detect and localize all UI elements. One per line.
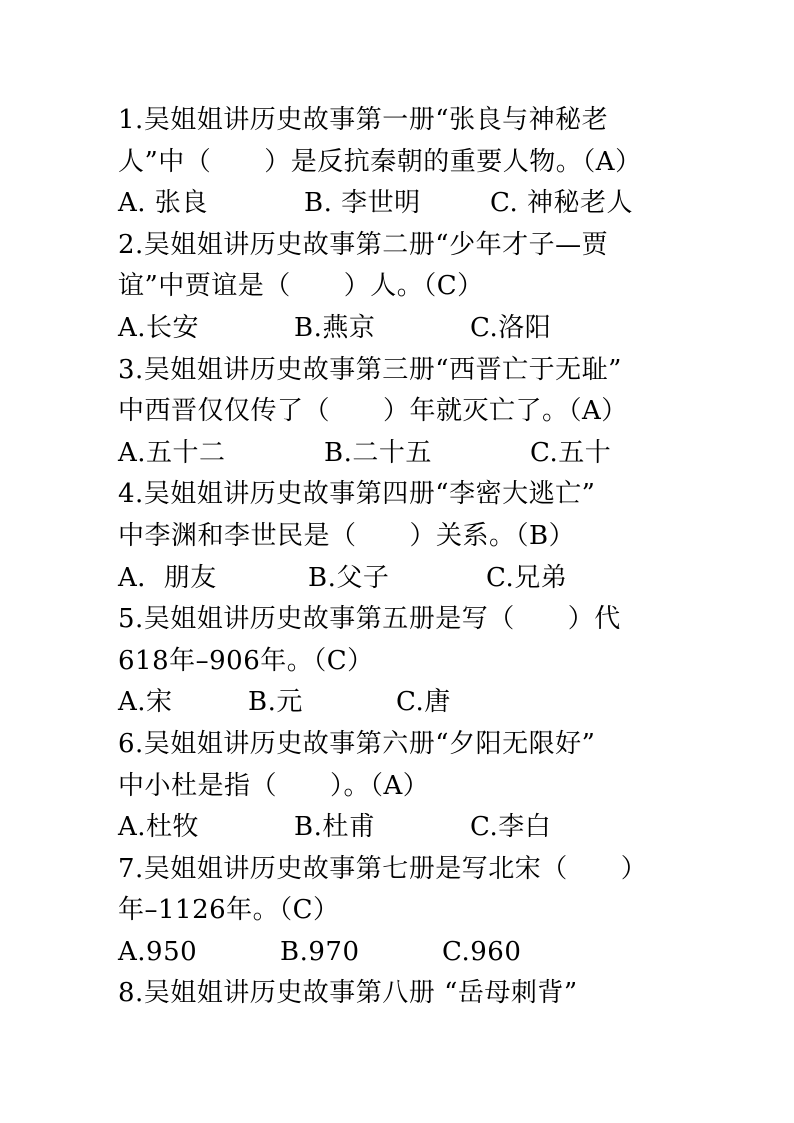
option-b: B.父子 <box>308 562 390 593</box>
question-2-options <box>118 308 718 350</box>
option-a: A.杜牧 <box>118 812 200 843</box>
question-2-line-2: 谊”中贾谊是（ ）人。（C） <box>118 271 484 302</box>
question-4-line-1: 4.吴姐姐讲历史故事第四册“李密大逃亡” <box>118 479 596 510</box>
question-6-options <box>118 807 718 849</box>
question-3-line-2: 中西晋仅仅传了（ ）年就灭亡了。（A） <box>118 396 628 427</box>
option-b: B.元 <box>248 687 303 718</box>
question-7-line-2: 年–1126年。（C） <box>118 895 340 926</box>
question-1-line-2: 人”中（ ）是反抗秦朝的重要人物。（A） <box>118 146 642 177</box>
option-b: B.燕京 <box>294 312 376 343</box>
option-c: C.960 <box>442 936 522 967</box>
option-c: C.李白 <box>470 812 552 843</box>
option-b: B.二十五 <box>324 437 432 468</box>
question-5-line-2: 618年–906年。（C） <box>118 645 374 676</box>
question-1-options <box>118 183 718 225</box>
option-b: B.970 <box>280 936 360 967</box>
question-2-line-1: 2.吴姐姐讲历史故事第二册“少年才子—贾 <box>118 229 609 260</box>
question-6-line-2: 中小杜是指（ ）。（A） <box>118 770 430 801</box>
option-c: C.五十 <box>530 437 612 468</box>
option-c: C.洛阳 <box>470 312 552 343</box>
option-c: C. 神秘老人 <box>490 188 633 219</box>
question-3-options <box>118 433 718 475</box>
option-a: A.五十二 <box>118 437 226 468</box>
option-b: B.杜甫 <box>294 812 376 843</box>
option-b: B. 李世明 <box>304 188 421 219</box>
question-4-options <box>118 558 718 600</box>
question-1-line-1: 1.吴姐姐讲历史故事第一册“张良与神秘老 <box>118 105 609 135</box>
option-a: A．朋友 <box>118 562 217 593</box>
option-a: A.长安 <box>118 312 200 343</box>
question-7-line-1: 7.吴姐姐讲历史故事第七册是写北宋（ ） <box>118 853 648 884</box>
quiz-page <box>118 100 718 1015</box>
question-5-line-1: 5.吴姐姐讲历史故事第五册是写（ ）代 <box>118 604 621 635</box>
question-3-line-1: 3.吴姐姐讲历史故事第三册“西晋亡于无耻” <box>118 354 622 385</box>
option-a: A. 张良 <box>118 188 208 219</box>
option-c: C.唐 <box>396 687 451 718</box>
question-6-line-1: 6.吴姐姐讲历史故事第六册“夕阳无限好” <box>118 728 596 759</box>
option-c: C.兄弟 <box>486 562 568 593</box>
question-7-options <box>118 932 718 974</box>
option-a: A.950 <box>118 936 198 967</box>
question-8-line-1: 8.吴姐姐讲历史故事第八册 “岳母刺背” <box>118 978 578 1009</box>
question-5-options <box>118 682 718 724</box>
question-4-line-2: 中李渊和李世民是（ ）关系。（B） <box>118 520 576 551</box>
option-a: A.宋 <box>118 687 173 718</box>
